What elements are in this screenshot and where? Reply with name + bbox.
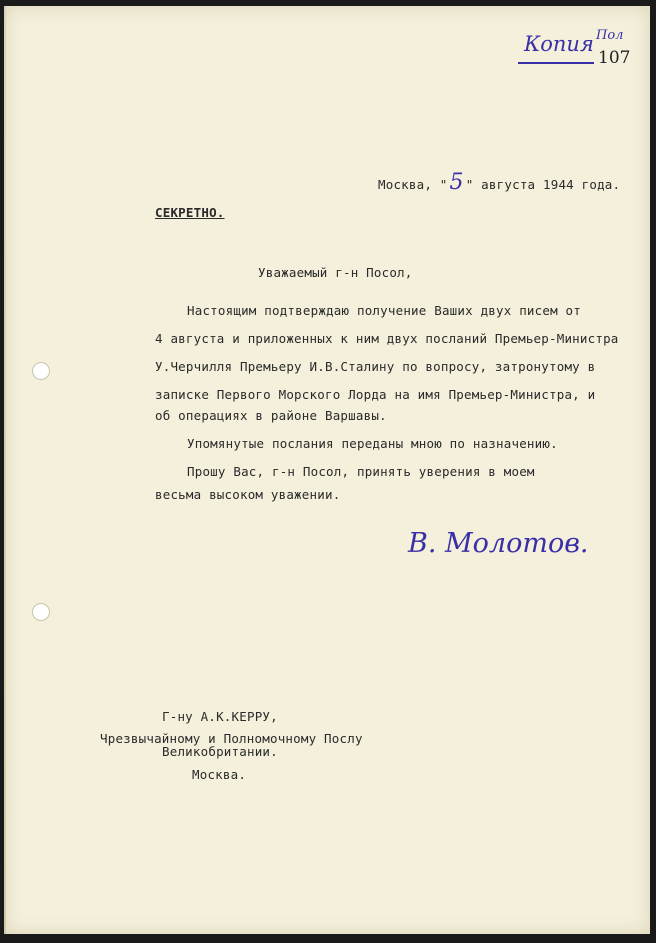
- body-line-3: У.Черчилля Премьеру И.В.Сталину по вопросу, затронутому в: [155, 359, 596, 374]
- body-line-5: об операциях в районе Варшавы.: [155, 408, 387, 423]
- date-day-handwritten: 5: [449, 170, 464, 195]
- archive-mark: Пол: [596, 28, 624, 43]
- addressee-line-4: Москва.: [192, 767, 247, 782]
- punch-hole-top: [32, 362, 50, 380]
- body-line-2: 4 августа и приложенных к ним двух посланий Премьер-Министра: [155, 331, 619, 346]
- salutation: Уважаемый г-н Посол,: [258, 265, 413, 280]
- addressee-line-3: Великобритании.: [162, 744, 278, 759]
- body-line-7: Прошу Вас, г-н Посол, принять уверения в моем: [187, 464, 535, 479]
- date-line: Москва, "5 " августа 1944 года.: [378, 170, 621, 195]
- document-sheet: [4, 6, 650, 934]
- punch-hole-bottom: [32, 603, 50, 621]
- sheet-number: 107: [598, 48, 631, 68]
- handwritten-signature: В. Молотов.: [408, 528, 589, 559]
- copy-stamp: Копия: [524, 32, 594, 56]
- body-line-8: весьма высоком уважении.: [155, 487, 341, 502]
- page-edge-shadow: [4, 6, 6, 934]
- copy-underline: [518, 62, 594, 64]
- addressee-line-1: Г-ну А.К.КЕРРУ,: [162, 709, 278, 724]
- body-line-6: Упомянутые послания переданы мною по назначению.: [187, 436, 558, 451]
- classification-label: СЕКРЕТНО.: [155, 205, 225, 220]
- body-line-1: Настоящим подтверждаю получение Ваших двух писем от: [187, 303, 582, 318]
- body-line-4: записке Первого Морского Лорда на имя Премьер-Министра, и: [155, 387, 596, 402]
- addressee-line-2: Чрезвычайному и Полномочному Послу: [100, 731, 363, 746]
